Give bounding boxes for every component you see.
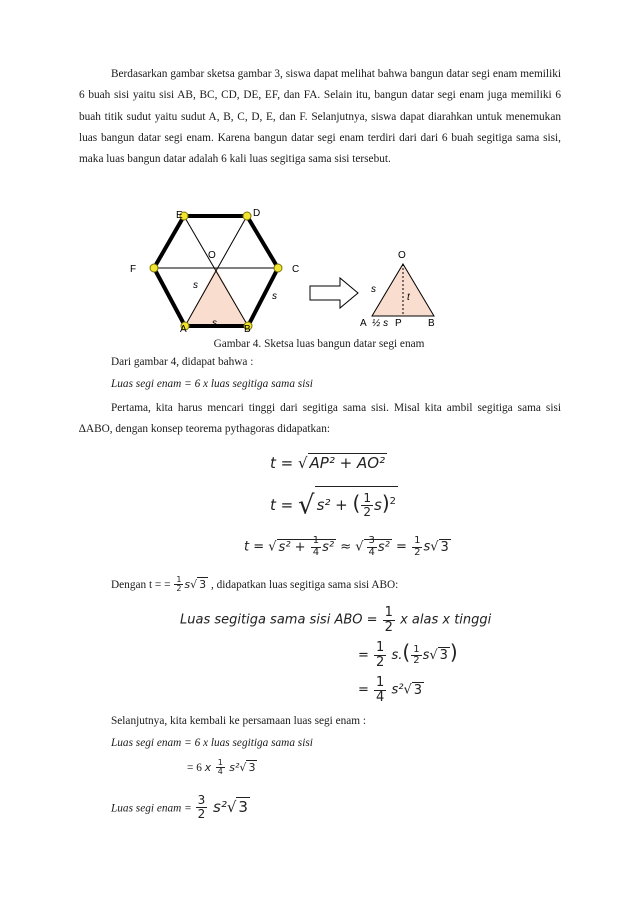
tri-label-a: A — [360, 318, 367, 329]
formula-luas-segi-enam-2: Luas segi enam = 6 x luas segitiga sama sisi — [111, 737, 313, 749]
tri-label-o: O — [398, 250, 406, 261]
tri-label-half: ½ s — [372, 318, 389, 329]
label-c: C — [292, 264, 300, 275]
arrow-shape — [310, 278, 358, 308]
formula-luas-segi-enam: Luas segi enam = 6 x luas segitiga sama sisi — [111, 378, 313, 390]
tri-label-b: B — [428, 318, 435, 329]
label-s-bottom: s — [212, 318, 217, 329]
equation-t-3: t = √ s² + $\frac{1}{4}$ s² ≈ √ $\frac{3}{4}$ s² = $\frac{1}{2}$ s√ 3 — [244, 535, 449, 558]
text-selanjutnya: Selanjutnya, kita kembali ke persamaan luas segi enam : — [111, 715, 367, 727]
label-f: F — [130, 264, 137, 275]
equation-segi-enam-step: = 6 x $\frac{1}{4}$ s²√ 3 — [187, 758, 256, 777]
label-d: D — [253, 208, 261, 219]
label-e: E — [176, 210, 183, 221]
equation-t-1: t = √ AP² + AO² — [270, 454, 386, 472]
label-a: A — [180, 324, 187, 335]
equation-t-2: t = √ s² + ( $\frac{1}{2}$ s)$^2$ — [270, 486, 398, 521]
paragraph-pythagoras: Pertama, kita harus mencari tinggi dari segitiga sama sisi. Misal kita ambil segitiga sama sisi ∆ABO, dengan konsep teorema pythagoras didapatkan: — [79, 402, 561, 436]
text-dari-gambar: Dari gambar 4, didapat bahwa : — [111, 356, 254, 368]
paragraph-intro: Berdasarkan gambar sketsa gambar 3, siswa dapat melihat bahwa bangun datar segi enam memiliki 6 buah sisi yaitu sisi AB, BC, CD, DE, EF, dan FA. Selain itu, bangun datar segi enam juga memiliki 6 buah titik sudut yaitu sudut A, B, C, D, E, dan F. Selanjutnya, siswa dapat diarahkan untuk menemukan luas bangun datar segi enam. Karena bangun datar segi enam terdiri dari dari 6 buah segitiga sama sisi, maka luas bangun datar adalah 6 kali luas segitiga sama sisi tersebut. — [79, 68, 561, 166]
tri-label-p: P — [395, 318, 402, 329]
vertex-f — [150, 264, 158, 272]
equation-luas-abo-2: = $\frac{1}{2}$ s.( $\frac{1}{2}$ s√ 3 ) — [358, 640, 458, 670]
label-s-right: s — [272, 291, 277, 302]
tri-label-s: s — [371, 284, 376, 295]
tri-label-t: t — [407, 292, 410, 303]
vertex-c — [274, 264, 282, 272]
equation-segi-enam-final: Luas segi enam = $\frac{3}{2}$ s²√ 3 — [111, 793, 248, 821]
equation-luas-abo: Luas segitiga sama sisi ABO = $\frac{1}{2}$ x alas x tinggi — [180, 605, 492, 635]
label-b: B — [244, 324, 251, 335]
label-s-left: s — [193, 280, 198, 291]
figure-caption: Gambar 4. Sketsa luas bangun datar segi enam — [213, 338, 425, 350]
label-o: O — [208, 250, 216, 261]
equation-luas-abo-3: = $\frac{1}{4}$ s²√ 3 — [358, 675, 423, 705]
text-dengan-t: Dengan t = = $\frac{1}{2}$ s√ 3 , didapatkan luas segitiga sama sisi ABO: — [111, 575, 399, 594]
figure-hexagon-sketch — [110, 204, 450, 336]
vertex-d — [243, 212, 251, 220]
